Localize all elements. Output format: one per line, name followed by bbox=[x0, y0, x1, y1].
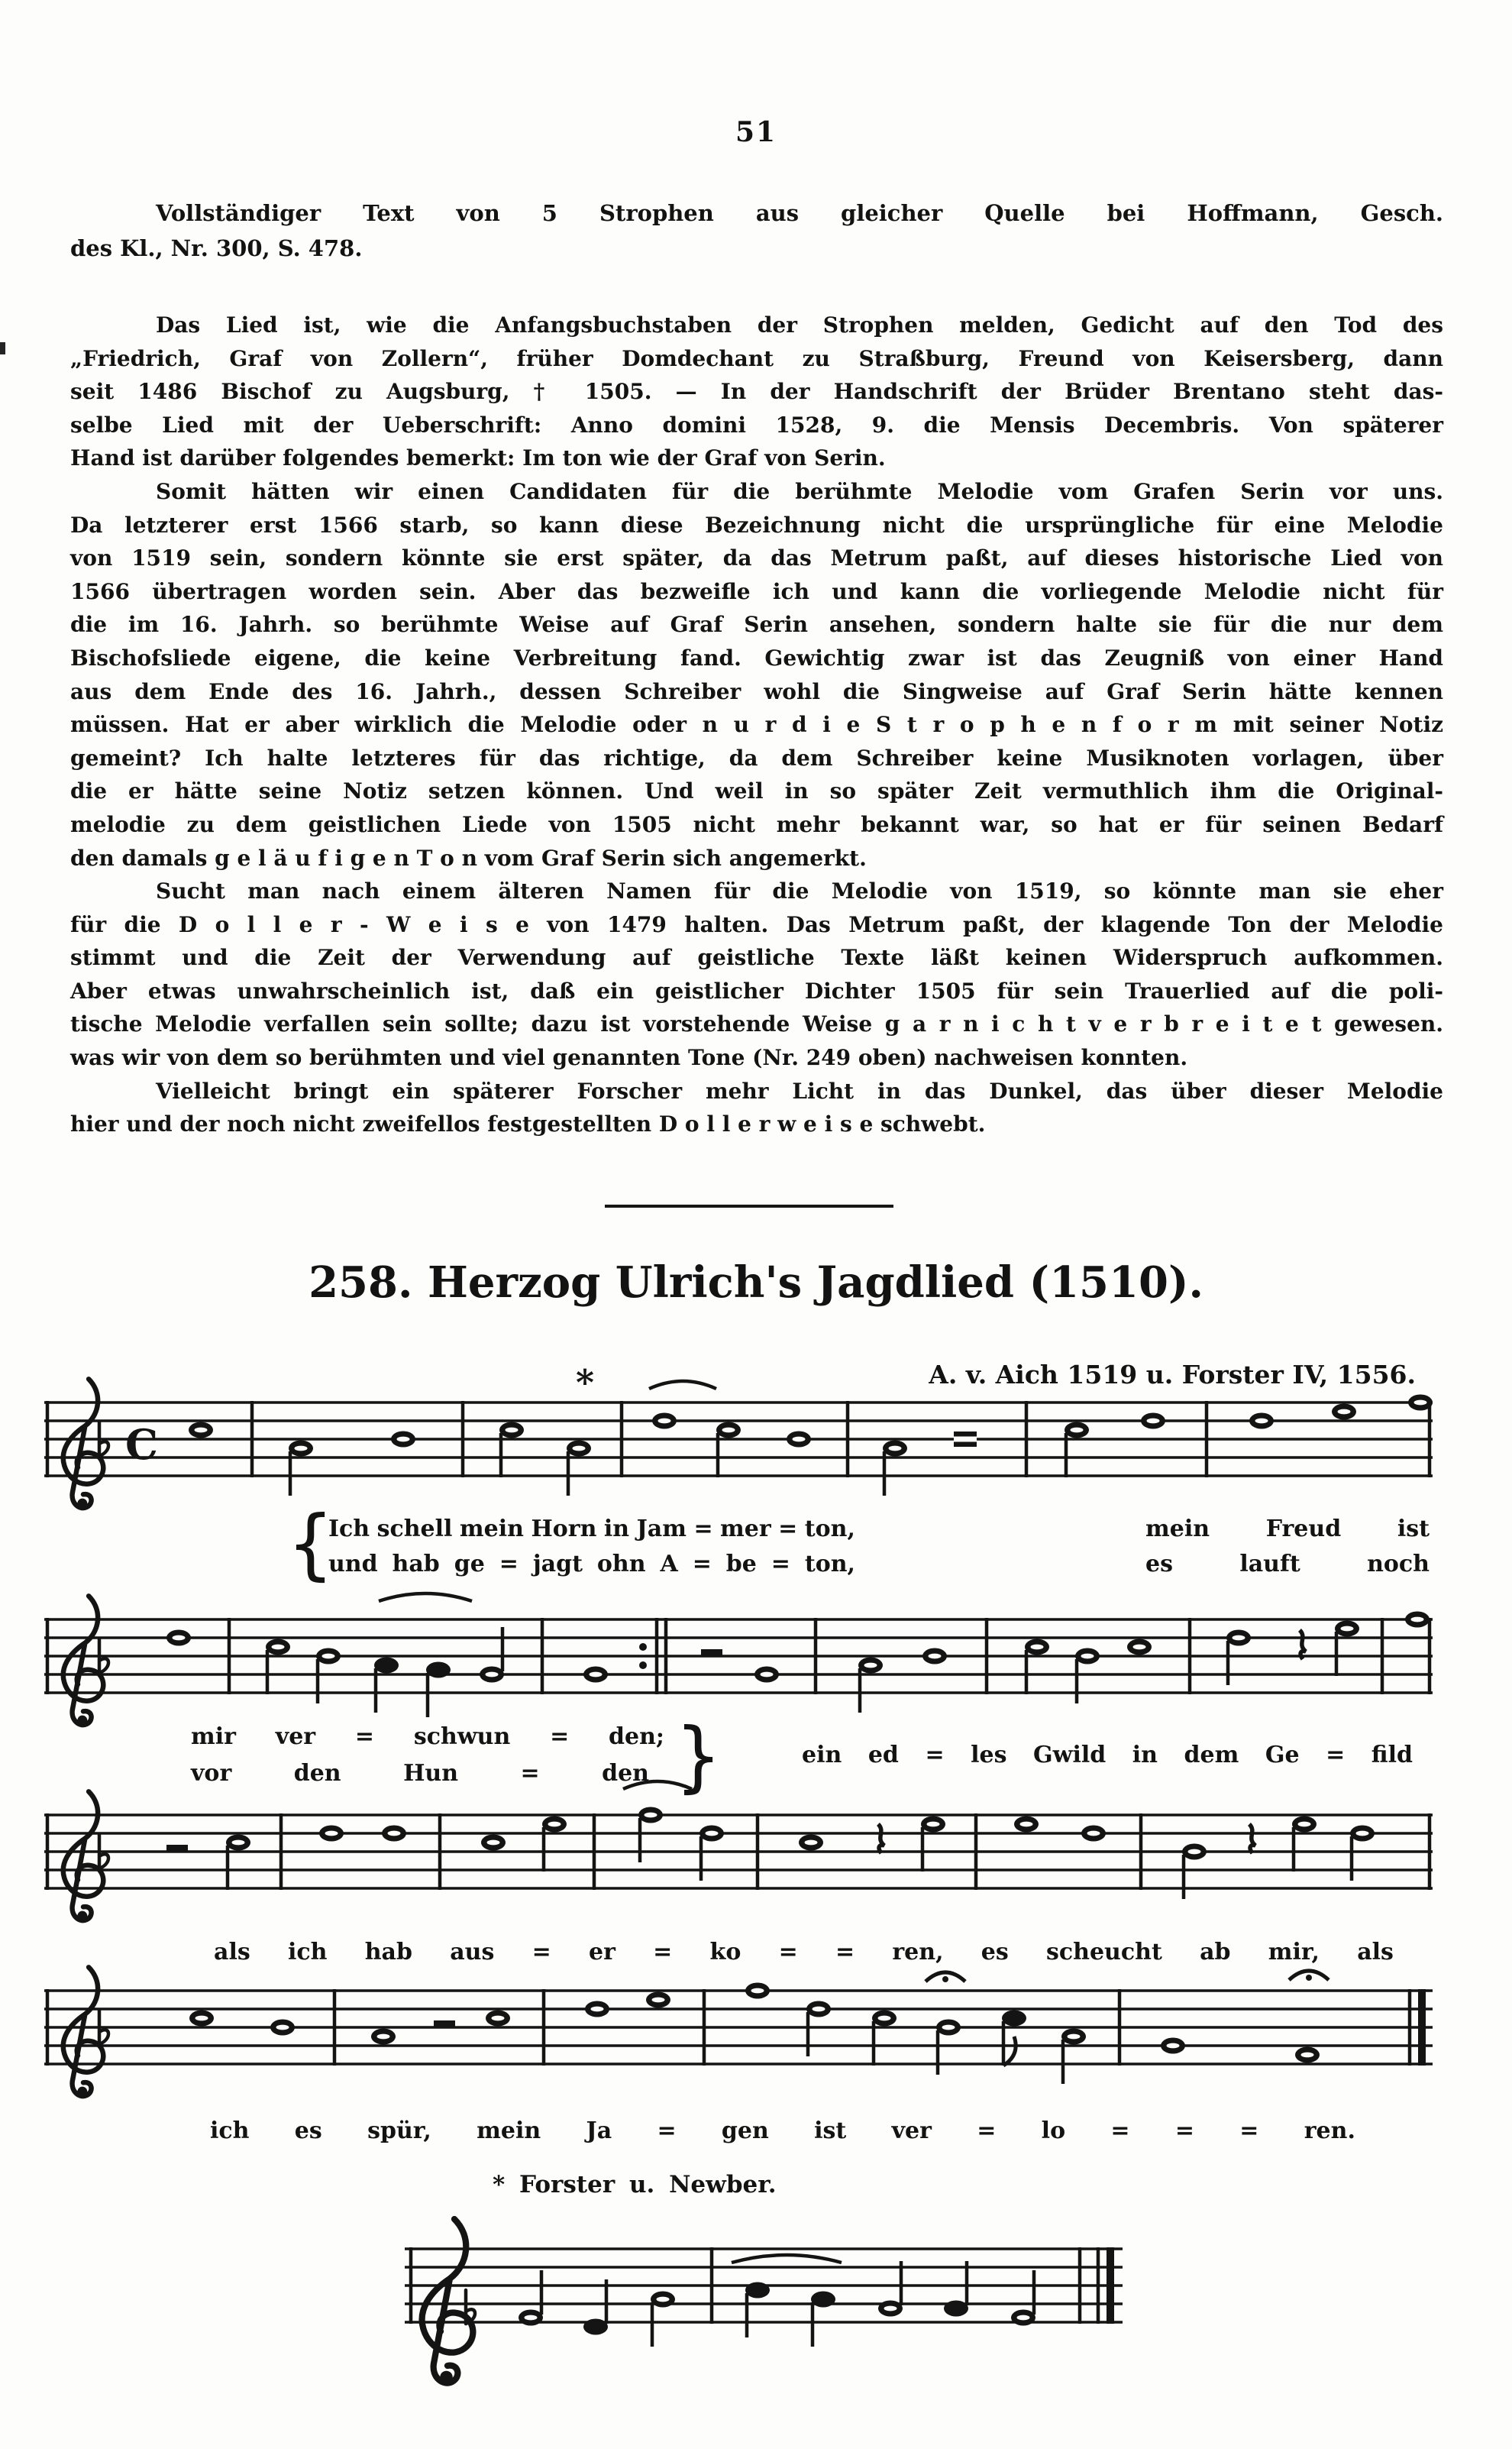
text-line: Hand ist darüber folgendes bemerkt: Im ton wie der Graf von Serin. bbox=[70, 445, 886, 471]
footnote: * Forster u. Newber. bbox=[493, 2171, 777, 2198]
lyrics-line: als ich hab aus = er = ko = = ren, es scheucht ab mir, als bbox=[214, 1939, 1394, 1965]
text-line: selbe Lied mit der Ueberschrift: Anno domini 1528, 9. die Mensis Decembris. Von späterer bbox=[70, 412, 1443, 438]
text-line: für die D o l l e r - W e i s e von 1479 halten. Das Metrum paßt, der klagende Ton der Melodie bbox=[70, 911, 1443, 937]
text-line: aus dem Ende des 16. Jahrh., dessen Schreiber wohl die Singweise auf Graf Serin hätte kennen bbox=[70, 678, 1443, 704]
text-line: was wir von dem so berühmten und viel genannten Tone (Nr. 249 oben) nachweisen konnten. bbox=[70, 1045, 1188, 1071]
text-line: den damals g e l ä u f i g e n T o n vom Graf Serin sich angemerkt. bbox=[70, 845, 867, 871]
text-line: stimmt und die Zeit der Verwendung auf geistliche Texte läßt keinen Widerspruch aufkommen. bbox=[70, 945, 1443, 971]
stave-4 bbox=[44, 1968, 1433, 2082]
text-line: Somit hätten wir einen Candidaten für die berühmte Melodie vom Grafen Serin vor uns. bbox=[156, 478, 1443, 504]
lyrics-line: ich es spür, mein Ja = gen ist ver = lo = = = ren. bbox=[210, 2117, 1355, 2144]
text-line: die er hätte seine Notiz setzen können. Und weil in so später Zeit vermuthlich ihm die Original- bbox=[70, 778, 1443, 804]
text-line: tische Melodie verfallen sein sollte; dazu ist vorstehende Weise g a r n i c h t v e r b r e i t e t gewesen. bbox=[70, 1011, 1443, 1037]
text-line: „Friedrich, Graf von Zollern“, früher Domdechant zu Straßburg, Freund von Keisersberg, dann bbox=[70, 345, 1443, 371]
lyrics-line: vor den Hun = den bbox=[191, 1760, 649, 1787]
song-title: 258. Herzog Ulrich's Jagdlied (1510). bbox=[309, 1257, 1203, 1308]
lyrics-close-brace: } bbox=[675, 1711, 722, 1801]
text-line: Da letzterer erst 1566 starb, so kann diese Bezeichnung nicht die ursprüngliche für eine Melodie bbox=[70, 512, 1443, 538]
text-line: melodie zu dem geistlichen Liede von 1505 nicht mehr bekannt war, so hat er für seinen Bedarf bbox=[70, 811, 1443, 837]
text-line: hier und der noch nicht zweifellos festgestellten D o l l e r w e i s e schwebt. bbox=[70, 1111, 986, 1137]
text-line: von 1519 sein, sondern könnte sie erst später, da das Metrum paßt, auf dieses historische Lied von bbox=[70, 545, 1443, 571]
slur-icon bbox=[649, 1381, 716, 1389]
text-line: Vielleicht bringt ein späterer Forscher mehr Licht in das Dunkel, das über dieser Melodie bbox=[156, 1078, 1443, 1104]
time-signature: C bbox=[125, 1420, 158, 1469]
stave-3 bbox=[44, 1792, 1433, 1907]
treble-clef-icon bbox=[63, 1379, 104, 1508]
stave-footnote bbox=[405, 2203, 1123, 2367]
lyrics-line: mein Freud ist bbox=[1145, 1516, 1430, 1542]
text-line: Bischofsliede eigene, die keine Verbreitung fand. Gewichtig zwar ist das Zeugniß von einer Hand bbox=[70, 645, 1443, 671]
text-line: des Kl., Nr. 300, S. 478. bbox=[70, 235, 363, 261]
asterisk-mark: * bbox=[576, 1362, 595, 1403]
lyrics-line: und hab ge = jagt ohn A = be = ton, bbox=[328, 1551, 855, 1577]
text-line: Das Lied ist, wie die Anfangsbuchstaben der Strophen melden, Gedicht auf den Tod des bbox=[156, 312, 1443, 338]
treble-clef-icon bbox=[63, 1967, 104, 2096]
body-text bbox=[70, 309, 1443, 1141]
text-line: gemeint? Ich halte letzteres für das richtige, da dem Schreiber keine Musiknoten vorlagen, über bbox=[70, 745, 1443, 771]
rest-icon bbox=[878, 1824, 884, 1853]
text-line: Vollständiger Text von 5 Strophen aus gleicher Quelle bei Hoffmann, Gesch. bbox=[156, 200, 1443, 226]
text-line: seit 1486 Bischof zu Augsburg, † 1505. — In der Handschrift der Brüder Brentano steht das- bbox=[70, 379, 1443, 405]
section-divider bbox=[605, 1205, 893, 1208]
lyrics-line: es lauft noch bbox=[1145, 1551, 1430, 1577]
intro-paragraph bbox=[70, 196, 1443, 266]
slur-icon bbox=[732, 2255, 842, 2263]
lyrics-line: ein ed = les Gwild in dem Ge = fild bbox=[802, 1742, 1413, 1768]
text-line: die im 16. Jahrh. so berühmte Weise auf Graf Serin ansehen, sondern halte sie für die nur dem bbox=[70, 612, 1443, 638]
scan-speck bbox=[0, 342, 5, 354]
song-attribution: A. v. Aich 1519 u. Forster IV, 1556. bbox=[929, 1360, 1416, 1389]
text-line: Sucht man nach einem älteren Namen für die Melodie von 1519, so könnte man sie eher bbox=[156, 878, 1443, 904]
lyrics-line: Ich schell mein Horn in Jam = mer = ton, bbox=[328, 1516, 855, 1542]
lyrics-open-brace: { bbox=[287, 1499, 334, 1589]
text-line: müssen. Hat er aber wirklich die Melodie oder n u r d i e S t r o p h e n f o r m mit seiner Notiz bbox=[70, 712, 1443, 738]
treble-clef-icon bbox=[63, 1596, 104, 1725]
page-number: 51 bbox=[735, 116, 777, 148]
rest-icon bbox=[1249, 1824, 1255, 1853]
stave-2 bbox=[44, 1597, 1433, 1711]
lyrics-line: mir ver = schwun = den; bbox=[191, 1723, 664, 1750]
text-line: 1566 übertragen worden sein. Aber das bezweifle ich und kann die vorliegende Melodie nicht für bbox=[70, 578, 1443, 604]
text-line: Aber etwas unwahrscheinlich ist, daß ein geistlicher Dichter 1505 für sein Trauerlied auf die poli- bbox=[70, 978, 1443, 1004]
treble-clef-icon bbox=[63, 1791, 104, 1920]
slur-icon bbox=[379, 1593, 472, 1601]
